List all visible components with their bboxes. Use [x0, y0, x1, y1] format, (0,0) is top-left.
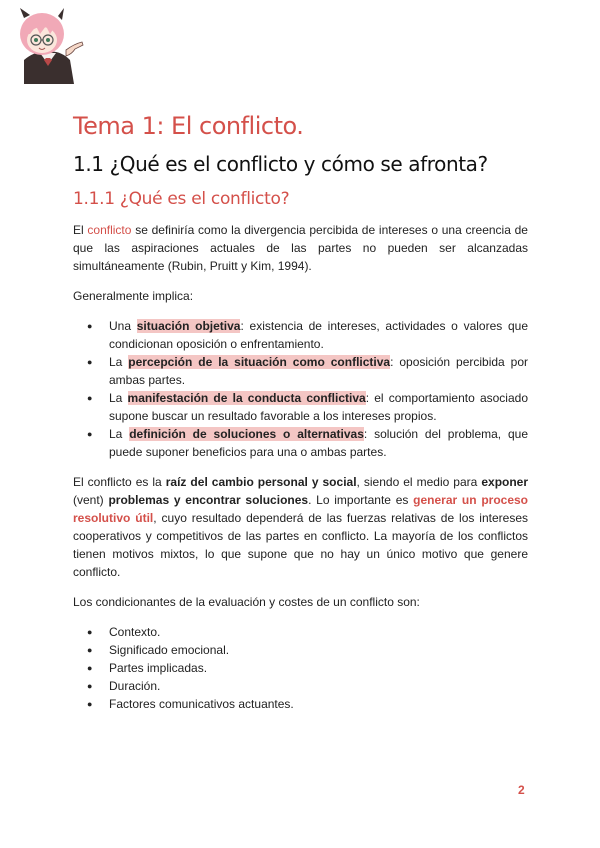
highlight-term: definición de soluciones o alternativas: [129, 427, 364, 441]
list-item: ● La percepción de la situación como conflictiva: oposición percibida por ambas partes.: [73, 353, 528, 389]
highlight-term: manifestación de la conducta conflictiva: [127, 391, 366, 405]
implica-label: Generalmente implica:: [73, 289, 194, 303]
list-item: ● Duración.: [73, 677, 528, 695]
list-item: ● Factores comunicativos actuantes.: [73, 695, 528, 713]
list-item: ● Contexto.: [73, 623, 528, 641]
list-item: ● Partes implicadas.: [73, 659, 528, 677]
term-conflicto: conflicto: [87, 223, 132, 237]
list-item: ● Significado emocional.: [73, 641, 528, 659]
page-number: 2: [518, 783, 525, 797]
highlight-term: percepción de la situación como conflictiva: [128, 355, 391, 369]
intro-paragraph: El conflicto se definiría como la divergencia percibida de intereses o una creencia de que las aspiraciones actuales de las partes no pueden ser alcanzadas simultáneamente (Rubin, Pruitt y Kim, 1994).: [73, 223, 528, 273]
subsection-heading: 1.1.1 ¿Qué es el conflicto?: [73, 189, 290, 209]
implica-list: [73, 317, 528, 461]
anime-girl-sticker: [14, 8, 84, 84]
condicionantes-label: Los condicionantes de la evaluación y costes de un conflicto son:: [73, 595, 420, 609]
section-heading: 1.1 ¿Qué es el conflicto y cómo se afronta?: [73, 152, 488, 176]
document-body: [73, 221, 528, 725]
condicionantes-list: [73, 623, 528, 713]
list-item: ● La manifestación de la conducta conflictiva: el comportamiento asociado supone buscar un resultado favorable a los intereses propios.: [73, 389, 528, 425]
doc-title: Tema 1: El conflicto.: [73, 112, 304, 140]
list-item: ● La definición de soluciones o alternativas: solución del problema, que puede suponer beneficios para una o ambas partes.: [73, 425, 528, 461]
conflict-paragraph: El conflicto es la raíz del cambio personal y social, siendo el medio para exponer (vent) problemas y encontrar soluciones. Lo importante es generar un proceso resolutivo útil, cuyo resultado dependerá de las fuerzas relativas de los intereses cooperativos y competitivos de las partes en conflicto. La mayoría de los conflictos tienen motivos mixtos, lo que supone que no hay un único motivo que genere conflicto.: [73, 475, 529, 579]
list-item: ● Una situación objetiva: existencia de intereses, actividades o valores que condicionan oposición o enfrentamiento.: [73, 317, 528, 353]
highlight-term: situación objetiva: [136, 319, 241, 333]
